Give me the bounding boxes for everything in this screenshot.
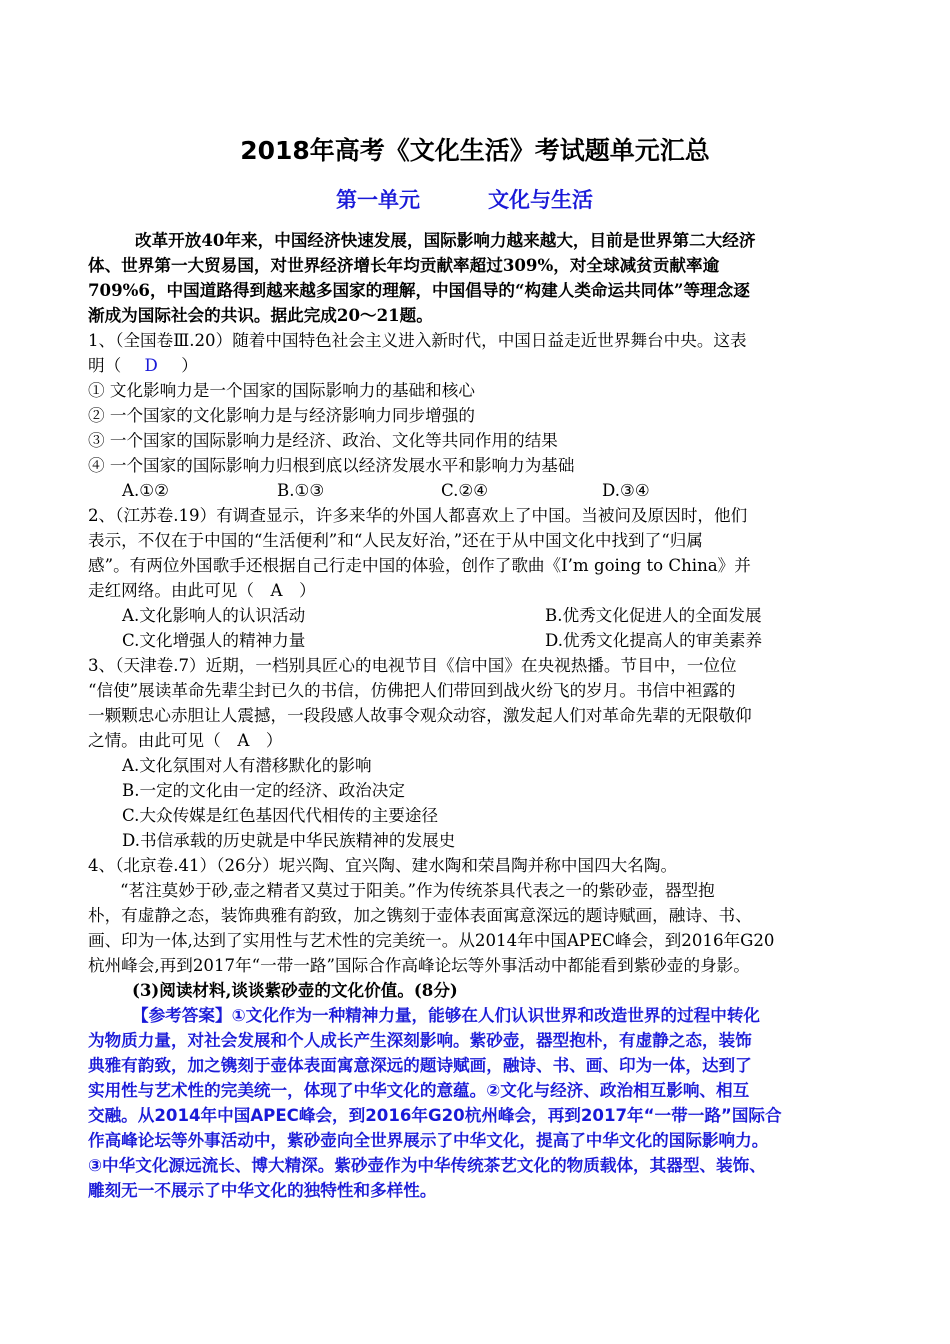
intro-line: 渐成为国际社会的共识。据此完成20～21题。 (88, 305, 433, 325)
q2-option: C.文化增强人的精神力量 (122, 631, 306, 650)
q1-stem-post: ） (181, 356, 198, 375)
intro-line: 709%6，中国道路得到越来越多国家的理解，中国倡导的“构建人类命运共同体”等理念逐 (88, 280, 750, 300)
q4-stem-line: 杭州峰会,再到2017年“一带一路”国际合作高峰论坛等外事活动中都能看到紫砂壶的身影。 (88, 956, 750, 975)
q2-option: B.优秀文化促进人的全面发展 (545, 606, 762, 625)
answer-text: ①文化作为一种精神力量，能够在人们认识世界和改造世界的过程中转化 (231, 1006, 761, 1025)
q4-answer-line: 交融。从2014年中国APEC峰会，到2016年G20杭州峰会，再到2017年“一带一路”国际合 (88, 1106, 782, 1125)
q2-stem-line: 感”。有两位外国歌手还根据自己行走中国的体验，创作了歌曲《I’m going to China》并 (88, 556, 751, 575)
q3-stem-line: 一颗颗忠心赤胆让人震撼，一段段感人故事令观众动容，激发起人们对革命先辈的无限敬仰 (88, 706, 752, 725)
q4-answer-line: 典雅有韵致，加之镌刻于壶体表面寓意深远的题诗赋画，融诗、书、画、印为一体，达到了 (88, 1056, 752, 1075)
q4-answer-line: ③中华文化源远流长、博大精深。紫砂壶作为中华传统茶艺文化的物质载体，其器型、装饰、 (88, 1156, 766, 1175)
answer-label: 【参考答案】 (132, 1006, 232, 1025)
unit-number: 第一单元 (336, 188, 420, 212)
q4-answer-line: 实用性与艺术性的完美统一，体现了中华文化的意蕴。②文化与经济、政治相互影响、相互 (88, 1081, 750, 1100)
q1-item: ② 一个国家的文化影响力是与经济影响力同步增强的 (88, 406, 475, 425)
q1-stem: 1、（全国卷Ⅲ.20）随着中国特色社会主义进入新时代，中国日益走近世界舞台中央。这表 (88, 331, 747, 350)
intro-line: 改革开放40年来，中国经济快速发展，国际影响力越来越大，目前是世界第二大经济 (135, 230, 756, 250)
q1-option: B.①③ (277, 481, 325, 500)
q3-option: A.文化氛围对人有潜移默化的影响 (122, 756, 372, 775)
q2-stem-line: 表示，不仅在于中国的“生活便利”和“人民友好治，”还在于从中国文化中找到了“归属 (88, 531, 703, 550)
q2-stem-line: 2、（江苏卷.19）有调查显示，许多来华的外国人都喜欢上了中国。当被问及原因时，他们 (88, 506, 748, 525)
intro-line: 体、世界第一大贸易国，对世界经济增长年均贡献率超过309%，对全球减贫贡献率逾 (88, 255, 720, 275)
q4-answer-line: 作高峰论坛等外事活动中，紫砂壶向全世界展示了中华文化，提高了中华文化的国际影响力。 (88, 1131, 769, 1150)
q2-stem-line: 走红网络。由此可见（ A ） (88, 581, 316, 600)
q3-option: B.一定的文化由一定的经济、政治决定 (122, 781, 405, 800)
q4-answer-line (132, 1003, 760, 1028)
q3-stem-line: “信使”展读革命先辈尘封已久的书信，仿佛把人们带回到战火纷飞的岁月。书信中袒露的 (88, 681, 736, 700)
q1-item: ③ 一个国家的国际影响力是经济、政治、文化等共同作用的结果 (88, 431, 558, 450)
q3-option: D.书信承载的历史就是中华民族精神的发展史 (122, 831, 456, 850)
q2-option: D.优秀文化提高人的审美素养 (545, 631, 763, 650)
q1-answer: D (144, 356, 158, 375)
q4-stem-line: 朴，有虚静之态，装饰典雅有韵致，加之镌刻于壶体表面寓意深远的题诗赋画，融诗、书、 (88, 906, 752, 925)
unit-name: 文化与生活 (488, 188, 593, 212)
q4-answer-line: 为物质力量，对社会发展和个人成长产生深刻影响。紫砂壶，器型抱朴，有虚静之态，装饰 (88, 1031, 752, 1050)
q4-subquestion: (3)阅读材料,谈谈紫砂壶的文化价值。(8分) (132, 980, 458, 1000)
unit-heading (0, 184, 950, 218)
q4-stem-line: “茗注莫妙于砂,壶之精者又莫过于阳美。”作为传统茶具代表之一的紫砂壶，器型抱 (120, 881, 715, 900)
q1-option: A.①② (122, 481, 170, 500)
q1-item: ① 文化影响力是一个国家的国际影响力的基础和核心 (88, 381, 475, 400)
q4-answer-line: 雕刻无一不展示了中华文化的独特性和多样性。 (88, 1181, 437, 1200)
q1-item: ④ 一个国家的国际影响力归根到底以经济发展水平和影响力为基础 (88, 456, 575, 475)
q1-stem-end (88, 353, 198, 378)
q2-option: A.文化影响人的认识活动 (122, 606, 306, 625)
q3-stem-line: 之情。由此可见（ A ） (88, 731, 283, 750)
q3-stem-line: 3、（天津卷.7）近期，一档别具匠心的电视节目《信中国》在央视热播。节目中，一位位 (88, 656, 737, 675)
q3-option: C.大众传媒是红色基因代代相传的主要途径 (122, 806, 439, 825)
q4-stem-line: 4、（北京卷.41）（26分）坭兴陶、宜兴陶、建水陶和荣昌陶并称中国四大名陶。 (88, 856, 678, 875)
q1-stem-pre: 明（ (88, 356, 122, 375)
q1-option: D.③④ (602, 481, 650, 500)
q4-stem-line: 画、印为一体,达到了实用性与艺术性的完美统一。从2014年中国APEC峰会，到2016年G20 (88, 931, 775, 950)
document-title: 2018年高考《文化生活》考试题单元汇总 (240, 136, 710, 165)
q1-option: C.②④ (441, 481, 489, 500)
